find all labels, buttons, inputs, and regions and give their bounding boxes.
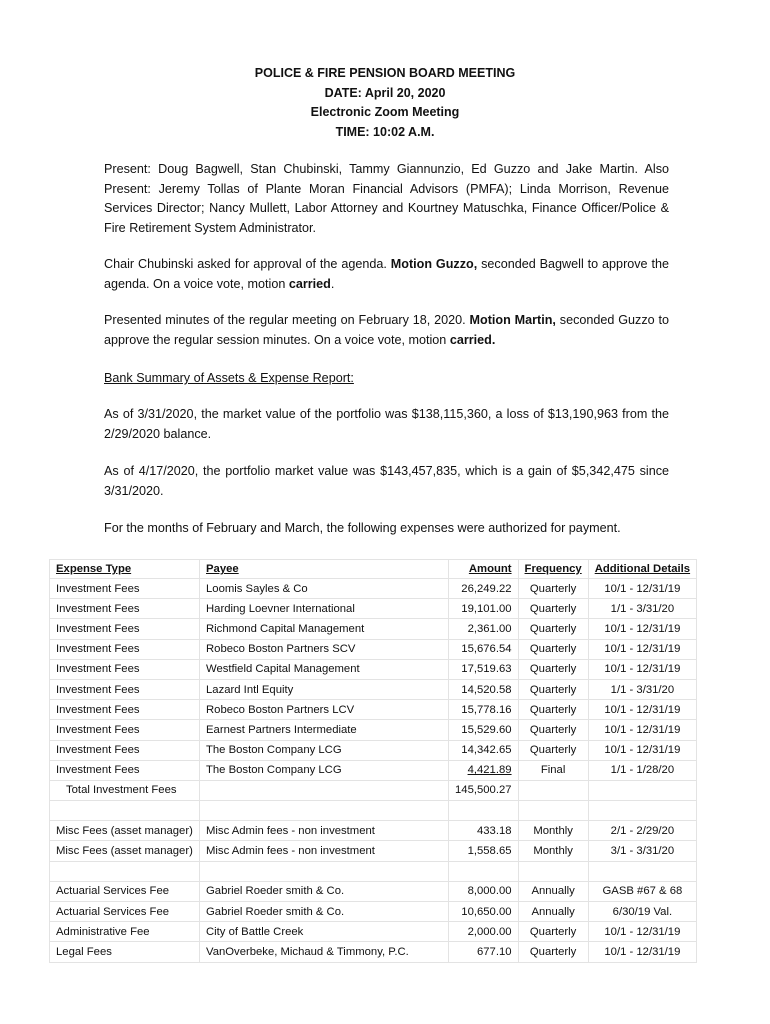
table-row xyxy=(50,902,697,922)
table-row xyxy=(50,659,697,679)
table-cell: 14,342.65 xyxy=(449,740,519,760)
table-cell: 14,520.58 xyxy=(449,679,519,699)
table-cell xyxy=(588,801,696,821)
table-cell xyxy=(200,801,449,821)
header-additional-details: Additional Details xyxy=(588,560,696,579)
table-cell: Quarterly xyxy=(518,679,588,699)
table-cell: Misc Fees (asset manager) xyxy=(50,821,200,841)
table-cell: 1/1 - 1/28/20 xyxy=(588,760,696,780)
total-value: 145,500.27 xyxy=(449,780,519,800)
table-cell: 15,529.60 xyxy=(449,720,519,740)
spacer-row xyxy=(50,801,697,821)
table-cell: 3/1 - 3/31/20 xyxy=(588,841,696,861)
table-cell: Quarterly xyxy=(518,942,588,962)
table-cell: Misc Admin fees - non investment xyxy=(200,841,449,861)
table-cell: 19,101.00 xyxy=(449,599,519,619)
table-cell: Quarterly xyxy=(518,922,588,942)
table-cell: 10,650.00 xyxy=(449,902,519,922)
table-cell: 10/1 - 12/31/19 xyxy=(588,700,696,720)
table-cell: Quarterly xyxy=(518,720,588,740)
table-row xyxy=(50,720,697,740)
meeting-title: POLICE & FIRE PENSION BOARD MEETING xyxy=(254,66,516,80)
table-cell: Investment Fees xyxy=(50,760,200,780)
table-cell: City of Battle Creek xyxy=(200,922,449,942)
table-cell: 2,361.00 xyxy=(449,619,519,639)
table-cell: 15,778.16 xyxy=(449,700,519,720)
table-cell: 1/1 - 3/31/20 xyxy=(588,679,696,699)
table-cell xyxy=(588,861,696,881)
table-cell: 10/1 - 12/31/19 xyxy=(588,579,696,599)
table-cell xyxy=(449,801,519,821)
table-cell: 433.18 xyxy=(449,821,519,841)
table-cell: The Boston Company LCG xyxy=(200,760,449,780)
table-cell: Richmond Capital Management xyxy=(200,619,449,639)
table-cell xyxy=(518,780,588,800)
expense-table xyxy=(49,559,697,963)
table-cell: Quarterly xyxy=(518,639,588,659)
table-row xyxy=(50,639,697,659)
table-cell: Final xyxy=(518,760,588,780)
table-cell: Monthly xyxy=(518,841,588,861)
table-cell: Misc Fees (asset manager) xyxy=(50,841,200,861)
table-row xyxy=(50,942,697,962)
table-cell xyxy=(518,801,588,821)
table-cell: Quarterly xyxy=(518,740,588,760)
table-row xyxy=(50,841,697,861)
table-cell: 6/30/19 Val. xyxy=(588,902,696,922)
table-row xyxy=(50,881,697,901)
table-cell: Quarterly xyxy=(518,579,588,599)
table-cell xyxy=(200,780,449,800)
table-cell xyxy=(518,861,588,881)
total-row xyxy=(50,780,697,800)
header-amount: Amount xyxy=(449,560,519,579)
table-cell: Misc Admin fees - non investment xyxy=(200,821,449,841)
table-cell: 10/1 - 12/31/19 xyxy=(588,659,696,679)
table-cell: Harding Loevner International xyxy=(200,599,449,619)
table-cell: Administrative Fee xyxy=(50,922,200,942)
table-cell: Annually xyxy=(518,881,588,901)
table-cell: Robeco Boston Partners LCV xyxy=(200,700,449,720)
table-cell xyxy=(50,861,200,881)
agenda-paragraph: Chair Chubinski asked for approval of the agenda. Motion Guzzo, seconded Bagwell to approve the agenda. On a voice vote, motion carried. xyxy=(104,257,669,291)
table-row xyxy=(50,599,697,619)
table-cell: 2,000.00 xyxy=(449,922,519,942)
table-cell: Monthly xyxy=(518,821,588,841)
table-cell: Gabriel Roeder smith & Co. xyxy=(200,881,449,901)
header-payee: Payee xyxy=(200,560,449,579)
spacer-row xyxy=(50,861,697,881)
table-cell: Investment Fees xyxy=(50,599,200,619)
table-cell: Quarterly xyxy=(518,659,588,679)
table-row xyxy=(50,619,697,639)
table-cell xyxy=(588,780,696,800)
table-cell: 17,519.63 xyxy=(449,659,519,679)
table-row xyxy=(50,922,697,942)
table-cell: Gabriel Roeder smith & Co. xyxy=(200,902,449,922)
table-cell xyxy=(50,801,200,821)
table-row xyxy=(50,679,697,699)
table-cell: 1,558.65 xyxy=(449,841,519,861)
minutes-paragraph: Presented minutes of the regular meeting on February 18, 2020. Motion Martin, seconded Guzzo to approve the regular session minutes. On a voice vote, motion carried. xyxy=(104,313,670,347)
table-row xyxy=(50,700,697,720)
table-cell: The Boston Company LCG xyxy=(200,740,449,760)
table-cell: Investment Fees xyxy=(50,679,200,699)
table-cell: 2/1 - 2/29/20 xyxy=(588,821,696,841)
table-cell: Earnest Partners Intermediate xyxy=(200,720,449,740)
attendance-paragraph: Present: Doug Bagwell, Stan Chubinski, Tammy Giannunzio, Ed Guzzo and Jake Martin. Also Present: Jeremy Tollas of Plante Moran Financial Advisors (PMFA); Linda Morrison, Revenue Services Director; Nancy Mullett, Labor Attorney and Kourtney Matuschka, Finance Officer/Police & Fire Retirement System Administrator. xyxy=(104,162,669,235)
table-cell: 15,676.54 xyxy=(449,639,519,659)
header-expense-type: Expense Type xyxy=(50,560,200,579)
table-cell: VanOverbeke, Michaud & Timmony, P.C. xyxy=(200,942,449,962)
table-cell: Investment Fees xyxy=(50,659,200,679)
table-cell: Annually xyxy=(518,902,588,922)
table-cell: Actuarial Services Fee xyxy=(50,902,200,922)
table-cell xyxy=(200,861,449,881)
table-cell: Westfield Capital Management xyxy=(200,659,449,679)
table-cell: Investment Fees xyxy=(50,619,200,639)
table-row xyxy=(50,740,697,760)
table-cell: 1/1 - 3/31/20 xyxy=(588,599,696,619)
table-cell: 4,421.89 xyxy=(449,760,519,780)
table-cell: Investment Fees xyxy=(50,740,200,760)
table-cell: Lazard Intl Equity xyxy=(200,679,449,699)
expense-table-header xyxy=(50,560,697,579)
table-cell: Robeco Boston Partners SCV xyxy=(200,639,449,659)
table-cell xyxy=(449,861,519,881)
table-cell: 677.10 xyxy=(449,942,519,962)
table-cell: 10/1 - 12/31/19 xyxy=(588,619,696,639)
expenses-intro: For the months of February and March, the following expenses were authorized for payment. xyxy=(104,521,621,535)
table-cell: Loomis Sayles & Co xyxy=(200,579,449,599)
table-cell: 26,249.22 xyxy=(449,579,519,599)
table-cell: Legal Fees xyxy=(50,942,200,962)
meeting-date: DATE: April 20, 2020 xyxy=(324,85,446,100)
market-value-march: As of 3/31/2020, the market value of the portfolio was $138,115,360, a loss of $13,190,963 from the 2/29/2020 balance. xyxy=(104,407,669,441)
table-cell: 10/1 - 12/31/19 xyxy=(588,639,696,659)
header-frequency: Frequency xyxy=(518,560,588,579)
table-cell: 10/1 - 12/31/19 xyxy=(588,942,696,962)
table-cell: 8,000.00 xyxy=(449,881,519,901)
table-cell: 10/1 - 12/31/19 xyxy=(588,740,696,760)
table-cell: 10/1 - 12/31/19 xyxy=(588,922,696,942)
meeting-time: TIME: 10:02 A.M. xyxy=(335,124,435,139)
table-cell: Investment Fees xyxy=(50,639,200,659)
table-cell: Investment Fees xyxy=(50,700,200,720)
meeting-format: Electronic Zoom Meeting xyxy=(310,105,460,119)
table-cell: Quarterly xyxy=(518,619,588,639)
table-row xyxy=(50,821,697,841)
table-cell: Investment Fees xyxy=(50,720,200,740)
table-cell: GASB #67 & 68 xyxy=(588,881,696,901)
table-cell: 10/1 - 12/31/19 xyxy=(588,720,696,740)
bank-summary-heading: Bank Summary of Assets & Expense Report: xyxy=(104,371,354,385)
table-cell: Investment Fees xyxy=(50,579,200,599)
market-value-april: As of 4/17/2020, the portfolio market value was $143,457,835, which is a gain of $5,342,475 since 3/31/2020. xyxy=(104,464,669,498)
table-row xyxy=(50,579,697,599)
table-cell: Quarterly xyxy=(518,599,588,619)
table-cell: Actuarial Services Fee xyxy=(50,881,200,901)
table-cell: Quarterly xyxy=(518,700,588,720)
meeting-header xyxy=(0,64,770,142)
table-row xyxy=(50,760,697,780)
total-label: Total Investment Fees xyxy=(50,780,200,800)
